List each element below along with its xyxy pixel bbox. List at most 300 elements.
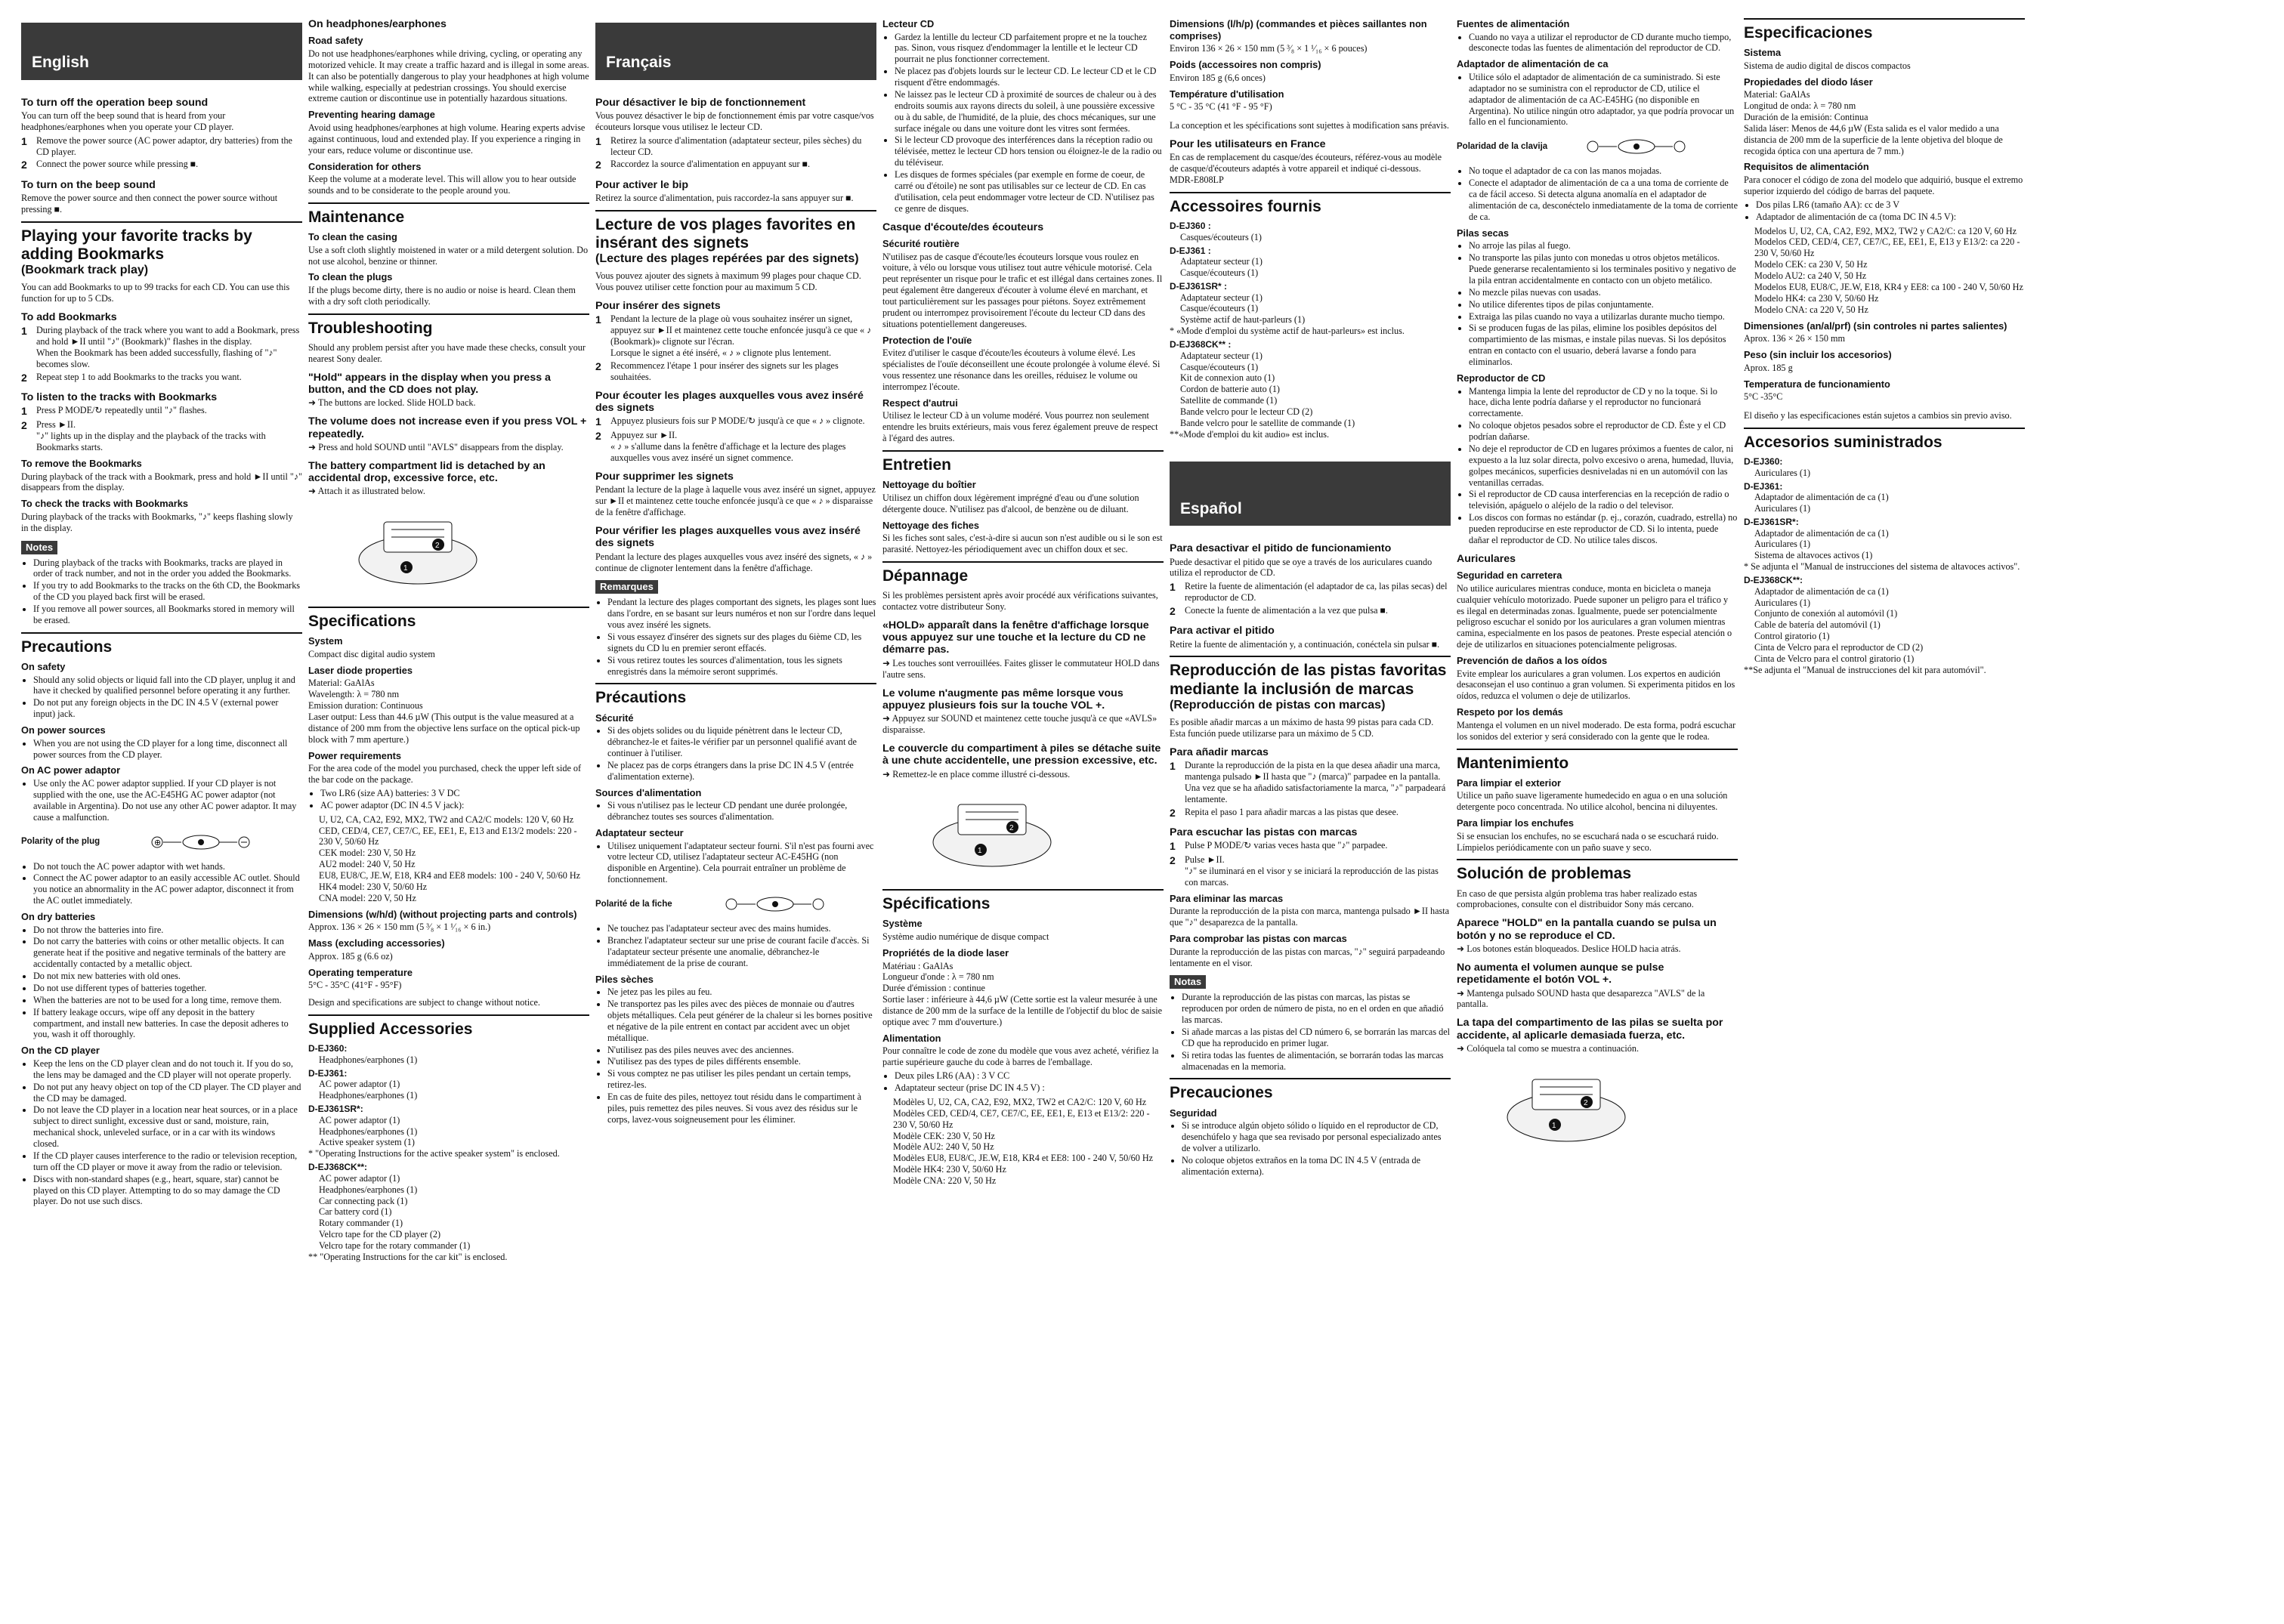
accessory-item: Auriculares (1) — [1754, 539, 1811, 550]
list-item: • Extraiga las pilas cuando no vaya a utilizarlas durante mucho tiempo. — [1469, 311, 1738, 323]
heading: On dry batteries — [21, 911, 96, 922]
list-item: • Keep the lens on the CD player clean and do not touch it. If you do so, the lens may be damaged and the CD player will not operate properly. — [33, 1058, 302, 1081]
heading: Para desactivar el pitido de funcionamiento — [1170, 542, 1392, 555]
list-item: • Si el reproductor de CD causa interferencias en la recepción de radio o televisión, apáguelo o aléjelo de la radio o del televisor. — [1469, 489, 1738, 511]
list-item: • Do not put any foreign objects in the DC IN 4.5 V (external power input) jack. — [33, 697, 302, 720]
heading: Para activar el pitido — [1170, 625, 1275, 638]
heading: Para limpiar el exterior — [1457, 776, 1561, 789]
accessory-item: Adaptateur secteur (1) — [1180, 350, 1263, 361]
accessory-item: Velcro tape for the rotary commander (1) — [319, 1240, 471, 1252]
accessory-item: Active speaker system (1) — [319, 1137, 415, 1148]
list — [21, 861, 302, 907]
step: 2 Repeat step 1 to add Bookmarks to the tracks you want. — [21, 371, 242, 384]
list-item: • Do not use different types of batteries together. — [33, 983, 302, 994]
section-title: Mantenimiento — [1457, 749, 1738, 773]
heading: Para limpiar los enchufes — [1457, 817, 1575, 829]
paragraph: El diseño y las especificaciones están sujetos a cambios sin previo aviso. — [1744, 410, 2012, 421]
list — [1457, 165, 1738, 222]
paragraph: Keep the volume at a moderate level. This will allow you to hear outside sounds and to be considerate to the people around you. — [308, 174, 576, 196]
model-name: D-EJ368CK**: — [308, 1162, 368, 1173]
paragraph: Modelos U, U2, CA, CA2, E92, MX2, TW2 y CA2/C: ca 120 V, 60 Hz Modelos CED, CED/4, CE7, CE7/C, EE, EE1, E, E13 y E13/2: ca 220 - 230 V, 50/60 Hz Modelo CEK: ca 230 V, 50 Hz Modelo AU2: ca 240 V, 50 Hz Modelos EU8, EU8/C, JE.W, E18, KR4 y EE8: ca 100 - 240 V, 50/60 Hz Modelo HK4: ca 230 V, 50/60 Hz Modelo CNA: ca 220 V, 50 Hz — [1754, 225, 2023, 315]
list — [595, 986, 876, 1125]
paragraph: Aprox. 136 × 26 × 150 mm — [1744, 333, 1845, 344]
heading: Sistema — [1744, 47, 1782, 59]
plug-polarity-icon — [1584, 134, 1689, 159]
section-title: Playing your favorite tracks by adding Bookmarks (Bookmark track play) — [21, 221, 302, 278]
heading: Sources d'alimentation — [595, 786, 702, 798]
list-item: • Ne transportez pas les piles avec des pièces de monnaie ou d'autres objets métalliques. Cela peut générer de la chaleur si les bornes positive et négative de la pile entrent en contact par accident avec un objet métallique. — [607, 999, 876, 1044]
model-name: D-EJ360: — [308, 1043, 348, 1054]
paragraph: Evite emplear los auriculares a gran volumen. Los expertos en audición desaconsejan el uso continuo a gran volumen. Si experimenta pitidos en los oídos, reduzca el volumen o deje de utilizarlos. — [1457, 668, 1735, 702]
heading: Para añadir marcas — [1170, 746, 1269, 758]
accessory-item: Casque/écouteurs (1) — [1180, 267, 1259, 279]
paragraph: Si se ensucian los enchufes, no se escuchará nada o se escuchará ruido. Límpielos periódicamente con un paño suave y seco. — [1457, 830, 1719, 853]
accessory-item: Adaptador de alimentación de ca (1) — [1754, 585, 1889, 597]
list — [595, 597, 876, 677]
accessory-item: Headphones/earphones (1) — [319, 1090, 418, 1101]
paragraph: ➜ Los botones están bloqueados. Deslice HOLD hacia atrás. — [1457, 943, 1681, 954]
plug-polarity-icon — [148, 829, 254, 855]
list-item: • Ne touchez pas l'adaptateur secteur avec des mains humides. — [607, 923, 876, 934]
paragraph: Para conocer el código de zona del modelo que adquirió, busque el extremo superior izquierdo del código de barras del paquete. — [1744, 174, 2023, 196]
heading: To clean the plugs — [308, 271, 393, 283]
paragraph: Should any problem persist after you have made these checks, consult your nearest Sony dealer. — [308, 341, 586, 364]
section-title: Précautions — [595, 683, 876, 707]
heading: System — [308, 635, 343, 647]
model-name: D-EJ361SR*: — [1744, 516, 1799, 527]
accessory-item: Control giratorio (1) — [1754, 631, 1830, 642]
paragraph: ➜ Colóquela tal como se muestra a continuación. — [1457, 1042, 1640, 1054]
list-item: • No toque el adaptador de ca con las manos mojadas. — [1469, 165, 1738, 177]
svg-text:1: 1 — [403, 564, 408, 573]
paragraph: Mantenga el volumen en un nivel moderado. De esta forma, podrá escuchar los sonidos del exterior y será considerado con la gente que le rodea. — [1457, 719, 1736, 742]
heading: Température d'utilisation — [1170, 88, 1284, 100]
cd-player-illustration-icon — [928, 789, 1056, 872]
plug-diagram: Polarité de la fiche — [595, 891, 876, 917]
section-title: Entretien — [882, 450, 1164, 474]
paragraph: During playback of the track with a Bookmark, press and hold ►II until "♪" disappears from the display. — [21, 471, 302, 493]
heading: Peso (sin incluir los accesorios) — [1744, 349, 1892, 361]
list-item: • No mezcle pilas nuevas con usadas. — [1469, 287, 1738, 298]
section-tab-espanol: Español — [1170, 462, 1451, 526]
step: 1 Durante la reproducción de la pista en la que desea añadir una marca, mantenga pulsado ►II hasta que "♪ (marca)" parpadee en la pantalla. Una vez que se ha añadido satisfactoriamente la marca, "♪" parpadeará lentamente. — [1170, 760, 1446, 804]
heading: To check the tracks with Bookmarks — [21, 498, 188, 510]
heading: Pour écouter les plages auxquelles vous avez inséré des signets — [595, 389, 864, 415]
col-fr-1 — [595, 18, 876, 1128]
paragraph: **«Mode d'emploi du kit audio» est inclus. — [1170, 428, 1330, 440]
list-item: • Deux piles LR6 (AA) : 3 V CC — [895, 1070, 1164, 1082]
step: 2 Connect the power source while pressing ■. — [21, 159, 199, 171]
heading: The volume does not increase even if you press VOL + repeatedly. — [308, 415, 587, 440]
heading: Dimensiones (an/al/prf) (sin controles ni partes salientes) — [1744, 320, 2007, 332]
list-item: • No transporte las pilas junto con monedas u otros objetos metálicos. Puede generarse recalentamiento si los terminales positivo y negativo de la pila entran accidentalmente en contacto con un objeto metálico. — [1469, 252, 1738, 286]
list — [21, 778, 302, 823]
list-item: • Si se introduce algún objeto sólido o líquido en el reproductor de CD, desenchúfelo y haga que sea revisado por personal especializado antes de volver a utilizarlo. — [1182, 1120, 1451, 1154]
accessory-item: Bande velcro pour le satellite de commande (1) — [1180, 417, 1355, 428]
accessory-item: Cable de batería del automóvil (1) — [1754, 619, 1881, 631]
list — [1170, 992, 1451, 1072]
accessory-list — [1744, 575, 2025, 665]
list-item: • Ne placez pas d'objets lourds sur le lecteur CD. Le lecteur CD et le CD risquent d'être endommagés. — [895, 66, 1164, 88]
cd-player-illustration-icon — [1502, 1064, 1630, 1147]
accessory-item: Auriculares (1) — [1754, 597, 1811, 608]
heading: Para comprobar las pistas con marcas — [1170, 933, 1347, 945]
heading: Prevención de daños a los oídos — [1457, 655, 1608, 666]
list-item: • Mantenga limpia la lente del reproductor de CD y no la toque. Si lo hace, dicha lente podría dañarse y el reproductor no funcionará correctamente. — [1469, 386, 1738, 420]
section-title: Spécifications — [882, 889, 1164, 913]
paragraph: Matériau : GaAlAs Longueur d'onde : λ = 780 nm Durée d'émission : continue Sortie laser : inférieure à 44,6 µW (Cette sortie est la valeur mesurée à une distance de 200 mm de la surface de la lentille de l'objectif du bloc de saisie optique avec 7 mm d'ouverture.) — [882, 960, 1163, 1027]
paragraph: 5°C -35°C — [1744, 391, 1783, 403]
accessory-item: Headphones/earphones (1) — [319, 1184, 418, 1195]
paragraph: Approx. 185 g (6.6 oz) — [308, 950, 393, 962]
list — [1744, 199, 2025, 223]
list-item: • Do not mix new batteries with old ones. — [33, 971, 302, 982]
list-item: • N'utilisez pas des piles neuves avec des anciennes. — [607, 1045, 876, 1056]
svg-text:1: 1 — [1552, 1121, 1556, 1130]
list-item: • Do not carry the batteries with coins or other metallic objects. It can generate heat if the positive and negative terminals of the battery are accidentally contacted by a metallic object. — [33, 936, 302, 970]
list — [595, 841, 876, 886]
heading: Sécurité routière — [882, 237, 960, 249]
paragraph: Evitez d'utiliser le casque d'écoute/les écouteurs à volume élevé. Les spécialistes de l'ouïe déconseillent une écoute prolongée à volume élevé. Si vous ressentez une résonance dans les oreilles, réduisez le volume ou interrompez l'écoute. — [882, 347, 1161, 392]
step: 2 Pulse ►II. "♪" se iluminará en el visor y se iniciará la reproducción de las pistas con marcas. — [1170, 854, 1439, 888]
paragraph: * Se adjunta el "Manual de instrucciones del sistema de altavoces activos". — [1744, 561, 2020, 573]
heading: Piles sèches — [595, 973, 654, 985]
step: 1 Appuyez plusieurs fois sur P MODE/↻ jusqu'à ce que « ♪ » clignote. — [595, 415, 865, 428]
paragraph: ➜ Attach it as illustrated below. — [308, 486, 425, 497]
heading: Nettoyage des fiches — [882, 519, 980, 531]
accessory-list — [1744, 456, 2025, 561]
accessory-item: Casque/écouteurs (1) — [1180, 303, 1259, 314]
section-title: Maintenance — [308, 202, 589, 227]
list-item: • Ne placez pas de corps étrangers dans la prise DC IN 4.5 V (entrée d'alimentation externe). — [607, 760, 876, 783]
list-item: • Si retira todas las fuentes de alimentación, se borrarán todas las marcas almacenadas en la memoria. — [1182, 1050, 1451, 1073]
heading: Le volume n'augmente pas même lorsque vous appuyez plusieurs fois sur la touche VOL +. — [882, 687, 1123, 712]
notes-badge: Notes — [21, 541, 57, 554]
accessory-item: Car connecting pack (1) — [319, 1195, 408, 1206]
heading: To add Bookmarks — [21, 311, 117, 324]
heading: «HOLD» apparaît dans la fenêtre d'affichage lorsque vous appuyez sur une touche et la lecture du CD ne démarre pas. — [882, 619, 1149, 656]
heading: Pour supprimer les signets — [595, 471, 734, 483]
heading: Adaptador de alimentación de ca — [1457, 58, 1609, 70]
accessory-item: Auriculares (1) — [1754, 467, 1811, 478]
list-item: • Durante la reproducción de las pistas con marcas, las pistas se reproducen por orden de número de pista, no en el orden en que añadió las marcas. — [1182, 992, 1451, 1026]
heading: Aparece "HOLD" en la pantalla cuando se pulsa un botón y no se reproduce el CD. — [1457, 917, 1717, 942]
paragraph: Système audio numérique de disque compact — [882, 931, 1049, 943]
paragraph: Puede desactivar el pitido que se oye a través de los auriculares cuando utiliza el reproductor de CD. — [1170, 556, 1433, 579]
list-item: • When the batteries are not to be used for a long time, remove them. — [33, 995, 302, 1006]
list-item: • Do not leave the CD player in a location near heat sources, or in a place subject to direct sunlight, excessive dust or sand, moisture, rain, mechanical shock, unleveled surface, or in a car with its windows closed. — [33, 1104, 302, 1150]
list — [1457, 32, 1738, 54]
list-item: • Discs with non-standard shapes (e.g., heart, square, star) cannot be played on this CD player. Attempting to do so may damage the CD player. Do not use such discs. — [33, 1174, 302, 1208]
heading: Para eliminar las marcas — [1170, 892, 1284, 904]
section-title: Lecture de vos plages favorites en insérant des signets (Lecture des plages repérées par des signets) — [595, 210, 876, 267]
col-es-3 — [1744, 18, 2025, 678]
paragraph: * «Mode d'emploi du système actif de haut-parleurs» est inclus. — [1170, 326, 1405, 337]
accessory-item: Rotary commander (1) — [319, 1218, 403, 1229]
list-item: • No utilice diferentes tipos de pilas conjuntamente. — [1469, 299, 1738, 310]
section-tab-francais: Français — [595, 23, 876, 80]
accessory-item: Adaptador de alimentación de ca (1) — [1754, 492, 1889, 503]
list-item: • Utilice sólo el adaptador de alimentación de ca suministrado. Si este adaptador no se suministra con el reproductor de CD, utilice el adaptador de alimentación de ca AC-E45HG (no disponible en Argentina). No utilice ningún otro adaptador, ya que podría provocar un fallo en el funcionamiento. — [1469, 72, 1738, 128]
heading: "Hold" appears in the display when you press a button, and the CD does not play. — [308, 371, 551, 396]
accessory-list — [1170, 339, 1451, 429]
heading: Fuentes de alimentación — [1457, 18, 1570, 29]
paragraph: ➜ The buttons are locked. Slide HOLD back. — [308, 397, 476, 409]
heading: Auriculares — [1457, 552, 1516, 565]
paragraph: Sistema de audio digital de discos compactos — [1744, 60, 1911, 71]
heading: Alimentation — [882, 1032, 941, 1044]
paragraph: Environ 136 × 26 × 150 mm (5 ³⁄₈ × 1 ¹⁄₁₆ × 6 pouces) — [1170, 43, 1368, 54]
paragraph: 5 °C - 35 °C (41 °F - 95 °F) — [1170, 101, 1272, 113]
list-item: • If you remove all power sources, all Bookmarks stored in memory will be erased. — [33, 604, 302, 626]
heading: Mass (excluding accessories) — [308, 937, 445, 949]
list — [21, 675, 302, 721]
step: 1 Remove the power source (AC power adaptor, dry batteries) from the CD player. — [21, 134, 292, 157]
paragraph: If the plugs become dirty, there is no audio or noise is heard. Clean them with a dry soft cloth periodically. — [308, 285, 576, 307]
list — [595, 923, 876, 969]
accessory-item: Casque/écouteurs (1) — [1180, 361, 1259, 372]
paragraph: Durante la reproducción de las pistas con marcas, "♪" seguirá parpadeando lentamente en el visor. — [1170, 946, 1445, 968]
list-item: • Ne jetez pas les piles au feu. — [607, 986, 876, 998]
list-item: • If battery leakage occurs, wipe off any deposit in the battery compartment, and install new batteries. In case the deposit adheres to you, wash it off thoroughly. — [33, 1007, 302, 1041]
list-item: • Gardez la lentille du lecteur CD parfaitement propre et ne la touchez pas. Sinon, vous risquez d'endommager la lentille et le lecteur CD pourrait ne plus fonctionner correctement. — [895, 32, 1164, 66]
paragraph: Modèles U, U2, CA, CA2, E92, MX2, TW2 et CA2/C: 120 V, 60 Hz Modèles CED, CED/4, CE7, CE7/C, EE, EE1, E, E13 et E13/2: 220 - 230 V, 50/60 Hz Modèle CEK: 230 V, 50 Hz Modèle AU2: 240 V, 50 Hz Modèles EU8, EU8/C, JE.W, E18, KR4 et EE8: 100 - 240 V, 50/60 Hz Modèle HK4: 230 V, 50/60 Hz Modèle CNA: 220 V, 50 Hz — [893, 1096, 1154, 1187]
notes-badge: Notas — [1170, 975, 1206, 989]
paragraph: Material: GaAlAs Longitud de onda: λ = 780 nm Duración de la emisión: Continua Salida láser: Menos de 44,6 µW (Esta salida es el valor medido a una distancia de 200 mm de la superficie de la lente objetiva del bloque de recogida óptica con una apertura de 7 mm.) — [1744, 89, 2003, 156]
model-name: D-EJ361: — [308, 1067, 348, 1079]
heading: The battery compartment lid is detached by an accidental drop, excessive force, etc. — [308, 459, 546, 485]
step: 2 Conecte la fuente de alimentación a la vez que pulsa ■. — [1170, 605, 1388, 618]
list — [882, 1070, 1164, 1094]
step: 2 Press ►II. "♪" lights up in the display and the playback of the tracks with Bookmarks starts. — [21, 419, 266, 453]
heading: Dimensions (l/h/p) (commandes et pièces saillantes non comprises) — [1170, 18, 1427, 42]
paragraph: Material: GaAlAs Wavelength: λ = 780 nm Emission duration: Continuous Laser output: Less than 44.6 µW (This output is the value measured at a distance of 200 mm from the objective lens surface on the optical pick-up block with 7 mm aperture.) — [308, 678, 580, 745]
accessory-item: AC power adaptor (1) — [319, 1114, 400, 1125]
list-item: • N'utilisez pas des types de piles différents ensemble. — [607, 1056, 876, 1067]
heading: Pour activer le bip — [595, 178, 688, 191]
paragraph: U, U2, CA, CA2, E92, MX2, TW2 and CA2/C models: 120 V, 60 Hz CED, CED/4, CE7, CE7/C, EE, EE1, E, E13 and E13/2 models: 220 - 230 V, 50/60 Hz CEK model: 230 V, 50 Hz AU2 model: 240 V, 50 Hz EU8, EU8/C, JE.W, E18, KR4 and EE8 models: 100 - 240 V, 50/60 Hz HK4 model: 230 V, 50/60 Hz CNA model: 220 V, 50 Hz — [319, 814, 581, 903]
heading: Protection de l'ouïe — [882, 334, 972, 346]
heading: Nettoyage du boîtier — [882, 479, 976, 491]
col-en-1 — [21, 18, 302, 1210]
list-item: • Si añade marcas a las pistas del CD número 6, se borrarán las marcas del CD que ha reproducido en primer lugar. — [1182, 1027, 1451, 1049]
paragraph: Vous pouvez ajouter des signets à maximum 99 plages pour chaque CD. Vous pouvez utiliser cette fonction pour au maximum 5 CD. — [595, 270, 861, 293]
heading: Reproductor de CD — [1457, 372, 1546, 384]
accessory-item: Headphones/earphones (1) — [319, 1125, 418, 1137]
section-title: Dépannage — [882, 561, 1164, 585]
section-title: Solución de problemas — [1457, 859, 1738, 883]
step: 1 Pulse P MODE/↻ varias veces hasta que "♪" parpadee. — [1170, 840, 1388, 853]
heading: On power sources — [21, 724, 106, 736]
list-item: • Do not touch the AC power adaptor with wet hands. — [33, 861, 302, 872]
list-item: • Si le lecteur CD provoque des interférences dans la réception radio ou télévisée, mettez le lecteur CD hors tension ou éloignez-le de la radio ou du téléviseur. — [895, 134, 1164, 168]
svg-text:⊕: ⊕ — [154, 838, 162, 848]
svg-text:2: 2 — [435, 542, 440, 551]
step: 2 Repita el paso 1 para añadir marcas a las pistas que desee. — [1170, 806, 1399, 819]
list-item: • Adaptador de alimentación de ca (toma DC IN 4.5 V): — [1756, 211, 2025, 223]
paragraph: ➜ Press and hold SOUND until "AVLS" disappears from the display. — [308, 441, 564, 452]
list-item: • Si se producen fugas de las pilas, elimine los posibles depósitos del compartimiento de las mismas, e instale pilas nuevas. Si los depósitos entran en contacto con el usuario, deberá lavarse a fondo para eliminarlos. — [1469, 323, 1738, 368]
paragraph: Avoid using headphones/earphones at high volume. Hearing experts advise against continuous, loud and extended play. If you experience a ringing in your ears, reduce volume or discontinue use. — [308, 122, 586, 156]
paragraph: * "Operating Instructions for the active speaker system" is enclosed. — [308, 1148, 560, 1159]
list — [1457, 72, 1738, 128]
heading: Temperatura de funcionamiento — [1744, 378, 1890, 390]
heading: To listen to the tracks with Bookmarks — [21, 391, 218, 403]
heading: Sécurité — [595, 712, 634, 724]
heading: Pour vérifier les plages auxquelles vous avez inséré des signets — [595, 525, 861, 550]
list-item: • Do not throw the batteries into fire. — [33, 925, 302, 936]
accessory-item: Kit de connexion auto (1) — [1180, 372, 1275, 384]
cd-player-illustration-icon — [354, 507, 482, 590]
col-en-2 — [308, 18, 589, 1265]
heading: Système — [882, 918, 923, 930]
model-name: D-EJ360: — [1744, 456, 1783, 468]
accessory-item: Système actif de haut-parleurs (1) — [1180, 314, 1306, 326]
section-title: Especificaciones — [1744, 18, 2025, 42]
list-item: • Branchez l'adaptateur secteur sur une prise de courant facile d'accès. Si l'adaptateur secteur présente une anomalie, débranchez-le immédiatement de la prise de courant. — [607, 935, 876, 969]
heading: On the CD player — [21, 1045, 100, 1057]
accessory-list — [1170, 221, 1451, 326]
paragraph: Durante la reproducción de la pista con marca, mantenga pulsado ►II hasta que "♪" desaparezca de la pantalla. — [1170, 906, 1450, 928]
list — [21, 925, 302, 1041]
paragraph: Aprox. 185 g — [1744, 362, 1793, 373]
step: 2 Raccordez la source d'alimentation en appuyant sur ■. — [595, 159, 811, 171]
model-name: D-EJ360 : — [1170, 221, 1211, 232]
heading: Pour insérer des signets — [595, 300, 721, 313]
heading: On safety — [21, 660, 66, 672]
list-item: • Adaptateur secteur (prise DC IN 4.5 V) : — [895, 1082, 1164, 1094]
paragraph: 5°C - 35°C (41°F - 95°F) — [308, 980, 402, 991]
heading: La tapa del compartimento de las pilas se suelta por accidente, al aplicarle demasiada fuerza, etc. — [1457, 1017, 1723, 1042]
list — [1170, 1120, 1451, 1177]
paragraph: ➜ Mantenga pulsado SOUND hasta que desaparezca "AVLS" de la pantalla. — [1457, 987, 1705, 1010]
heading: Pilas secas — [1457, 227, 1510, 239]
paragraph: **Se adjunta el "Manual de instrucciones del kit para automóvil". — [1744, 664, 1986, 675]
accessory-item: Headphones/earphones (1) — [319, 1054, 418, 1065]
paragraph: Do not use headphones/earphones while driving, cycling, or operating any motorized vehicle. It may create a traffic hazard and is illegal in some areas. It can also be potentially dangerous to play your headphones at high volume while walking, especially at pedestrian crossings. You should exercise extreme caution or discontinue use in potentially hazardous situations. — [308, 48, 589, 104]
list-item: • Les disques de formes spéciales (par exemple en forme de coeur, de carré ou d'étoile) ne sont pas utilisables sur ce lecteur de CD. En cas d'utilisation, cela peut endommager votre lecteur de CD. N'utilisez pas ce genre de disques. — [895, 169, 1164, 215]
list — [595, 725, 876, 782]
paragraph: ➜ Appuyez sur SOUND et maintenez cette touche jusqu'à ce que «AVLS» disparaisse. — [882, 713, 1157, 736]
list-item: • If you try to add Bookmarks to the tracks on the 6th CD, the Bookmarks of the CD you played back first will be erased. — [33, 580, 302, 603]
list-item: • During playback of the tracks with Bookmarks, tracks are played in order of track number, and not in the order you added the Bookmarks. — [33, 557, 302, 580]
paragraph: Environ 185 g (6,6 onces) — [1170, 72, 1266, 83]
list-item: • Use only the AC power adaptor supplied. If your CD player is not supplied with the one, use the AC-E45HG AC power adaptor (not available in Argentina). Do not use any other AC power adaptor. It may cause a malfunction. — [33, 778, 302, 823]
svg-text:2: 2 — [1584, 1098, 1588, 1107]
list-item: • En cas de fuite des piles, nettoyez tout résidu dans le compartiment à piles, puis remettez des piles neuves. Si vous avez des résidus sur le corps, lavez-vous soigneusement pour les éliminer. — [607, 1091, 876, 1125]
heading: Lecteur CD — [882, 18, 935, 29]
section-tab-english: English — [21, 23, 302, 80]
paragraph: For the area code of the model you purchased, check the upper left side of the bar code on the package. — [308, 763, 582, 786]
list-item: • Do not put any heavy object on top of the CD player. The CD player and the CD may be damaged. — [33, 1082, 302, 1104]
paragraph: N'utilisez pas de casque d'écoute/les écouteurs lorsque vous roulez en voiture, à vélo ou lorsque vous utilisez tout autre véhicule motorisé. Cela peut représenter un risque pour le trafic et est illégal dans certaines zones. Il peut également être dangereux d'écouter à volume élevé en marchant, et tout particulièrement sur les passages pour piétons. Soyez extrêmement prudent ou interrompez provisoirement l'écoute du lecteur CD dans des situations potentiellement dangereuses. — [882, 251, 1163, 329]
heading: Power requirements — [308, 749, 402, 761]
accessory-item: Adaptador de alimentación de ca (1) — [1754, 527, 1889, 539]
model-name: D-EJ368CK**: — [1744, 575, 1803, 586]
accessory-item: Velcro tape for the CD player (2) — [319, 1229, 441, 1240]
section-title: Specifications — [308, 607, 589, 631]
list-item: • If the CD player causes interference to the radio or television reception, turn off the CD player or move it away from the radio or television. — [33, 1150, 302, 1173]
list-item: • Cuando no vaya a utilizar el reproductor de CD durante mucho tiempo, desconecte todas las fuentes de alimentación del reproductor de CD. — [1469, 32, 1738, 54]
step: 1 Retirez la source d'alimentation (adaptateur secteur, piles sèches) du lecteur CD. — [595, 134, 862, 157]
plug-diagram: Polaridad de la clavija — [1457, 134, 1738, 159]
heading: Seguridad — [1170, 1107, 1217, 1119]
accessory-item: Cinta de Velcro para el reproductor de CD (2) — [1754, 642, 1924, 653]
accessory-item: Cordon de batterie auto (1) — [1180, 384, 1280, 395]
list-item: • When you are not using the CD player for a long time, disconnect all power sources from the CD player. — [33, 738, 302, 761]
paragraph: Utilisez le lecteur CD à un volume modéré. Vous pourrez non seulement entendre les bruits extérieurs, mais vous ferez également preuve de respect à l'égard des autres. — [882, 410, 1158, 444]
paragraph: Pour connaître le code de zone du modèle que vous avez acheté, vérifiez la partie supérieure gauche du code à barres de l'emballage. — [882, 1045, 1159, 1068]
section-title: Troubleshooting — [308, 313, 589, 338]
heading: Seguridad en carretera — [1457, 570, 1562, 582]
paragraph: Retire la fuente de alimentación y, a continuación, conéctela sin pulsar ■. — [1170, 638, 1440, 650]
heading: On headphones/earphones — [308, 18, 447, 30]
paragraph: Utilice un paño suave ligeramente humedecido en agua o en una solución detergente poco concentrada. No utilice alcohol, bencina ni diluyentes. — [1457, 790, 1728, 813]
section-title: Precauciones — [1170, 1078, 1451, 1102]
accessory-item: Adaptateur secteur (1) — [1180, 292, 1263, 303]
paragraph: Es posible añadir marcas a un máximo de hasta 99 pistas para cada CD. Esta función puede utilizarse para un máximo de 5 CD. — [1170, 717, 1434, 739]
paragraph: Design and specifications are subject to change without notice. — [308, 997, 540, 1008]
heading: To remove the Bookmarks — [21, 457, 142, 469]
accessory-item: Casques/écouteurs (1) — [1180, 231, 1262, 242]
accessory-item: AC power adaptor (1) — [319, 1079, 400, 1090]
heading: Poids (accessoires non compris) — [1170, 59, 1321, 71]
section-title: Supplied Accessories — [308, 1014, 589, 1039]
model-name: D-EJ361 : — [1170, 245, 1211, 256]
notes-badge: Remarques — [595, 580, 658, 594]
heading: Respeto por los demás — [1457, 706, 1563, 718]
list-item: • Si vous comptez ne pas utiliser les piles pendant un certain temps, retirez-les. — [607, 1068, 876, 1091]
paragraph: Approx. 136 × 26 × 150 mm (5 ³⁄₈ × 1 ¹⁄₁₆ × 6 in.) — [308, 922, 491, 933]
list-item: • No coloque objetos pesados sobre el reproductor de CD. Éste y el CD podrían dañarse. — [1469, 420, 1738, 443]
list-item: • No coloque objetos extraños en la toma DC IN 4.5 V (entrada de alimentación externa). — [1182, 1155, 1451, 1178]
list-item: • No arroje las pilas al fuego. — [1469, 240, 1738, 252]
paragraph: En cas de remplacement du casque/des écouteurs, référez-vous au modèle de casque/d'écouteurs adaptés à votre appareil et indiqué ci-dessous. MDR-E808LP — [1170, 152, 1442, 186]
heading: Adaptateur secteur — [595, 826, 684, 838]
paragraph: Compact disc digital audio system — [308, 648, 435, 659]
heading: Para escuchar las pistas con marcas — [1170, 826, 1358, 838]
paragraph: Utilisez un chiffon doux légèrement imprégné d'eau ou d'une solution détergente douce. N'utilisez pas d'alcool, de benzène ou de diluant. — [882, 492, 1139, 514]
plug-polarity-icon — [722, 891, 828, 917]
list-item: • No deje el reproductor de CD en lugares próximos a fuentes de calor, ni expuesto a la luz solar directa, polvo excesivo o arena, humedad, lluvia, golpes mecánicos, superficies desniveladas ni en un automóvil con las ventanillas cerradas. — [1469, 443, 1738, 489]
paragraph: Si les fiches sont sales, c'est-à-dire si aucun son n'est audible ou si le son est parasité. Nettoyez-les périodiquement avec un chiffon doux et sec. — [882, 533, 1163, 554]
list — [21, 557, 302, 626]
accessory-item: Adaptateur secteur (1) — [1180, 256, 1263, 267]
heading: To clean the casing — [308, 231, 397, 243]
list — [595, 800, 876, 823]
model-name: D-EJ361SR* : — [1170, 280, 1228, 292]
list — [308, 788, 589, 811]
heading: No aumenta el volumen aunque se pulse repetidamente el botón VOL +. — [1457, 961, 1664, 986]
list-item: • Los discos con formas no estándar (p. ej., corazón, cuadrado, estrella) no pueden reproducirse en este reproductor de CD. Si lo intenta, puede dañar el reproductor de CD. No utilice tales discos. — [1469, 512, 1738, 546]
list — [882, 32, 1164, 215]
list-item: • AC power adaptor (DC IN 4.5 V jack): — [320, 800, 589, 811]
list-item: • Si des objets solides ou du liquide pénètrent dans le lecteur CD, débranchez-le et faites-le vérifier par un personnel qualifié avant de continuer à l'utiliser. — [607, 725, 876, 759]
model-name: D-EJ361: — [1744, 480, 1783, 492]
model-name: D-EJ361SR*: — [308, 1104, 363, 1115]
heading: Dimensions (w/h/d) (without projecting parts and controls) — [308, 908, 577, 920]
accessory-item: Sistema de altavoces activos (1) — [1754, 550, 1873, 561]
svg-text:2: 2 — [1009, 824, 1014, 833]
heading: Pour désactiver le bip de fonctionnement — [595, 96, 806, 109]
accessory-item: Car battery cord (1) — [319, 1206, 392, 1218]
heading: Operating temperature — [308, 966, 413, 978]
heading: Consideration for others — [308, 160, 422, 172]
step: 2 Appuyez sur ►II. « ♪ » s'allume dans la fenêtre d'affichage et la lecture des plages auxquelles vous avez inséré un signet commence. — [595, 430, 846, 464]
list-item: • Should any solid objects or liquid fall into the CD player, unplug it and have it checked by qualified personnel before operating it any further. — [33, 675, 302, 697]
heading: Pour les utilisateurs en France — [1170, 137, 1326, 150]
step: 1 During playback of the track where you want to add a Bookmark, press and hold ►II until "♪" (Bookmark)" flashes in the display. When the Bookmark has been added successfully, flashing of "♪" becomes slow. — [21, 325, 300, 369]
